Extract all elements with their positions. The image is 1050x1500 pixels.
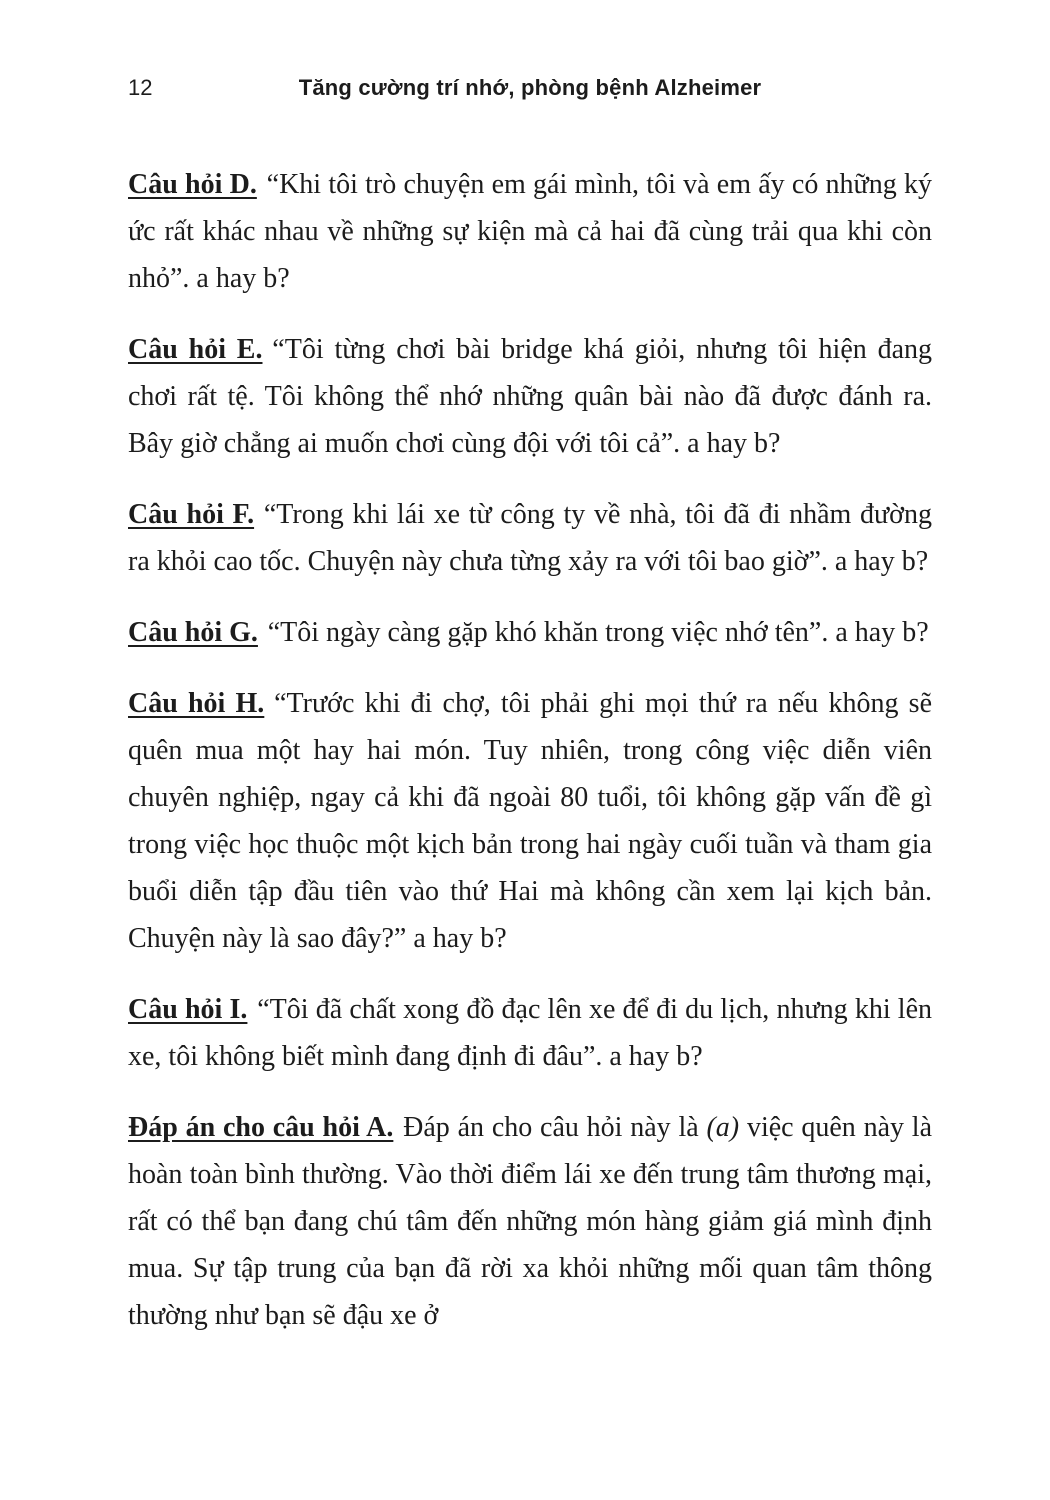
answer-a-text-after: việc quên này là hoàn toàn bình thường. Vào thời điểm lái xe đến trung tâm thương mại, rất có thể bạn đang chú tâm đến những món hàng giảm giá mình định mua. Sự tập trung của bạn đã rời xa khỏi những mối quan tâm thông thường như bạn sẽ đậu xe ở: [128, 1112, 933, 1331]
paragraph-question-g: [128, 609, 932, 656]
header-title: Tăng cường trí nhớ, phòng bệnh Alzheimer: [298, 75, 762, 100]
question-h-text: “Trước khi đi chợ, tôi phải ghi mọi thứ ra nếu không sẽ quên mua một hay hai món. Tuy nhiên, trong công việc diễn viên chuyên nghiệp, ngay cả khi đã ngoài 80 tuổi, tôi không gặp vấn đề gì trong việc học thuộc một kịch bản trong hai ngày cuối tuần và tham gia buổi diễn tập đầu tiên vào thứ Hai mà không cần xem lại kịch bản. Chuyện này là sao đây?” a hay b?: [128, 688, 932, 954]
question-i-text: “Tôi đã chất xong đồ đạc lên xe để đi du lịch, nhưng khi lên xe, tôi không biết mình đang định đi đâu”. a hay b?: [128, 994, 933, 1072]
answer-a-italic: (a): [706, 1112, 740, 1143]
question-g-label: Câu hỏi G.: [128, 617, 258, 648]
answer-a-label: Đáp án cho câu hỏi A.: [128, 1112, 394, 1143]
question-f-text: “Trong khi lái xe từ công ty về nhà, tôi đã đi nhầm đường ra khỏi cao tốc. Chuyện này chưa từng xảy ra với tôi bao giờ”. a hay b?: [128, 499, 932, 577]
question-g-text: “Tôi ngày càng gặp khó khăn trong việc nhớ tên”. a hay b?: [267, 617, 929, 648]
paragraph-question-e: [128, 326, 932, 467]
body-text: [128, 161, 932, 1339]
question-d-text: “Khi tôi trò chuyện em gái mình, tôi và em ấy có những ký ức rất khác nhau về những sự kiện mà cả hai đã cùng trải qua khi còn nhỏ”. a hay b?: [128, 169, 932, 294]
question-i-label: Câu hỏi I.: [128, 994, 248, 1025]
paragraph-question-f: [128, 491, 932, 585]
paragraph-answer-a: [128, 1104, 932, 1339]
page-number: 12: [128, 75, 153, 100]
running-header: [128, 75, 932, 109]
paragraph-question-i: [128, 986, 932, 1080]
question-f-label: Câu hỏi F.: [128, 499, 255, 530]
paragraph-question-h: [128, 680, 932, 962]
question-e-text: “Tôi từng chơi bài bridge khá giỏi, nhưng tôi hiện đang chơi rất tệ. Tôi không thể nhớ những quân bài nào đã được đánh ra. Bây giờ chẳng ai muốn chơi cùng đội với tôi cả”. a hay b?: [128, 334, 933, 459]
paragraph-question-d: [128, 161, 932, 302]
question-h-label: Câu hỏi H.: [128, 688, 265, 719]
question-d-label: Câu hỏi D.: [128, 169, 257, 200]
answer-a-text: Đáp án cho câu hỏi này là: [403, 1112, 699, 1143]
question-e-label: Câu hỏi E.: [128, 334, 263, 365]
